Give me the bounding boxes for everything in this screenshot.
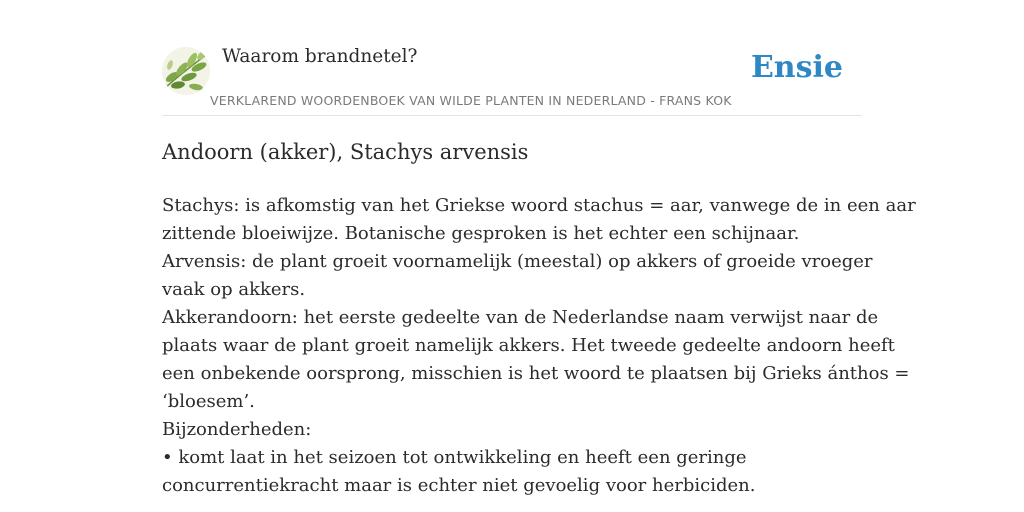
definition-line: vaak op akkers.: [162, 279, 306, 300]
brand-logo[interactable]: Ensie: [750, 50, 843, 85]
header-divider: [162, 115, 862, 116]
definition-line: zittende bloeiwijze. Botanische gesproken is het echter een schijnaar.: [162, 223, 800, 244]
avatar: [162, 47, 210, 95]
source-label[interactable]: VERKLAREND WOORDENBOEK VAN WILDE PLANTEN IN NEDERLAND - FRANS KOK: [210, 93, 732, 108]
definition-line: Arvensis: de plant groeit voornamelijk (meestal) op akkers of groeide vroeger: [162, 251, 873, 272]
definition-line: • komt laat in het seizoen tot ontwikkeling en heeft een geringe: [162, 447, 747, 468]
plant-leaves-icon: [162, 47, 210, 95]
definition-line: plaats waar de plant groeit namelijk akkers. Het tweede gedeelte andoorn heeft: [162, 335, 895, 356]
definition-line: een onbekende oorsprong, misschien is het woord te plaatsen bij Grieks ánthos =: [162, 363, 910, 384]
entry-definition: [162, 192, 916, 500]
definition-line: concurrentiekracht maar is echter niet gevoelig voor herbiciden.: [162, 475, 756, 496]
definition-line: Akkerandoorn: het eerste gedeelte van de Nederlandse naam verwijst naar de: [162, 307, 879, 328]
page-title[interactable]: Waarom brandnetel?: [222, 46, 418, 67]
definition-line: Bijzonderheden:: [162, 419, 312, 440]
definition-line: Stachys: is afkomstig van het Griekse woord stachus = aar, vanwege de in een aar: [162, 195, 916, 216]
entry-headword: Andoorn (akker), Stachys arvensis: [162, 140, 529, 164]
definition-line: ‘bloesem’.: [162, 391, 255, 412]
